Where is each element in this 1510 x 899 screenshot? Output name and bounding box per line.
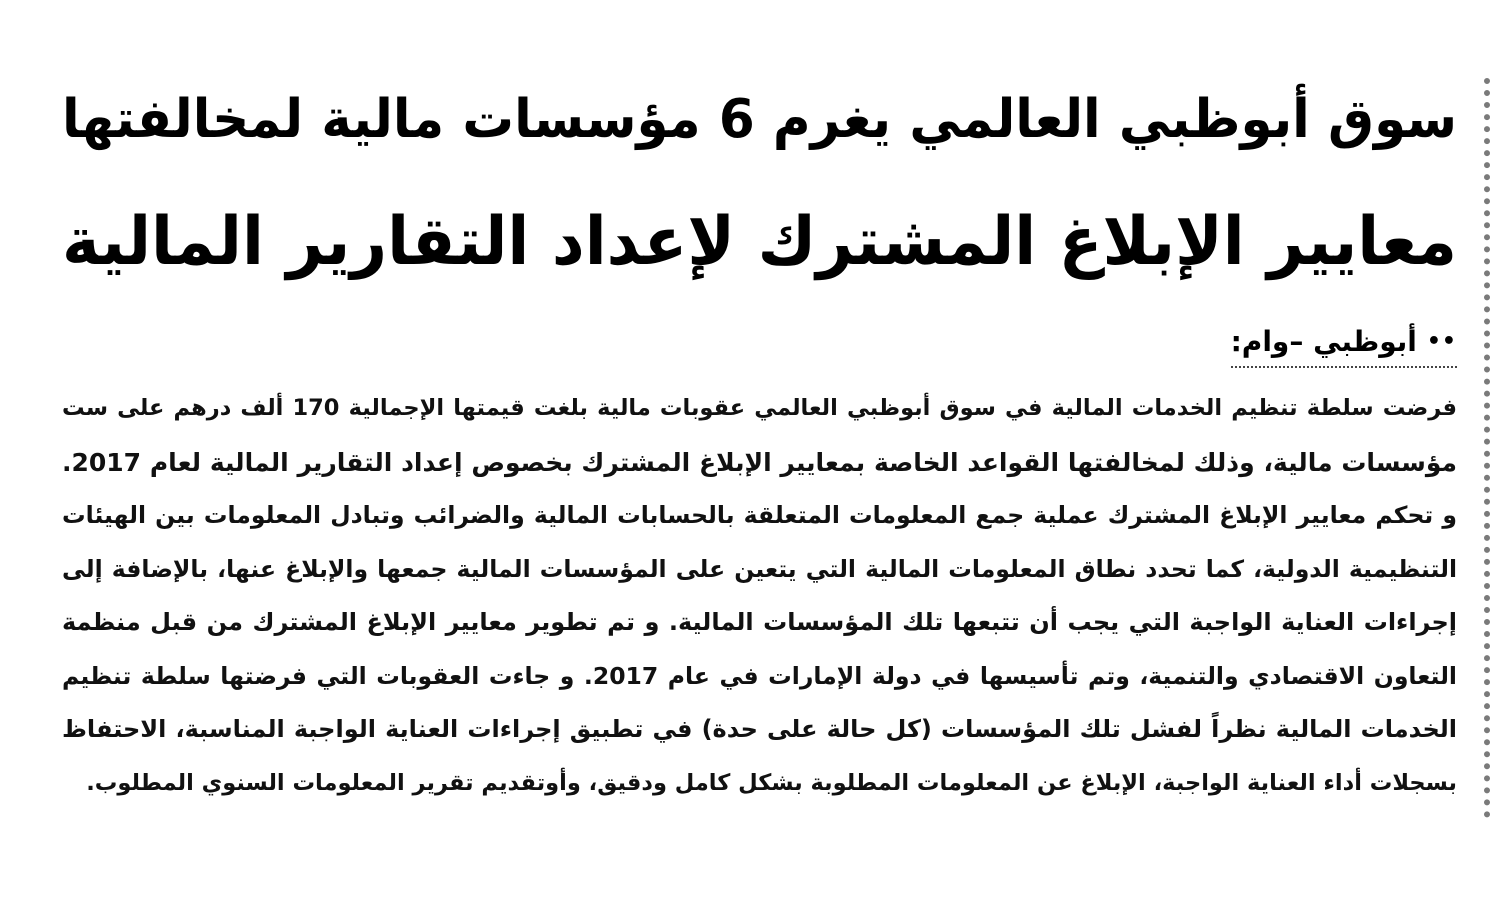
article-body [62, 382, 1457, 810]
headline-line-1: سوق أبوظبي العالمي يغرم 6 مؤسسات مالية لمخالفتها [62, 88, 1457, 151]
body-line-7: الخدمات المالية نظراً لفشل تلك المؤسسات (كل حالة على حدة) في تطبيق إجراءات العناية الواجبة المناسبة، الاحتفاظ [62, 715, 1457, 743]
headline [62, 58, 1457, 303]
body-line-1: فرضت سلطة تنظيم الخدمات المالية في سوق أبوظبي العالمي عقوبات مالية بلغت قيمتها الإجمالية 170 ألف درهم على ست [62, 395, 1457, 421]
dateline-box [1231, 322, 1457, 368]
dateline-bullets: •• [1426, 329, 1457, 354]
body-line-4: التنظيمية الدولية، كما تحدد نطاق المعلومات المالية التي يتعين على المؤسسات المالية جمعها والإبلاغ عنها، بالإضافة إلى [62, 554, 1457, 583]
dateline [62, 322, 1457, 368]
column-divider [1484, 78, 1490, 818]
body-line-8: بسجلات أداء العناية الواجبة، الإبلاغ عن المعلومات المطلوبة بشكل كامل ودقيق، وأوتقديم تقرير المعلومات السنوي المطلوب. [86, 769, 1457, 796]
dateline-text: أبوظبي –وام: [1230, 325, 1417, 358]
body-line-6: التعاون الاقتصادي والتنمية، وتم تأسيسها في دولة الإمارات في عام 2017. و جاءت العقوبات التي فرضتها سلطة تنظيم [62, 661, 1457, 690]
article [62, 58, 1457, 810]
body-line-2: مؤسسات مالية، وذلك لمخالفتها القواعد الخاصة بمعايير الإبلاغ المشترك بخصوص إعداد التقارير المالية لعام 2017. [62, 447, 1457, 477]
headline-line-2: معايير الإبلاغ المشترك لإعداد التقارير المالية [62, 203, 1457, 281]
body-line-5: إجراءات العناية الواجبة التي يجب أن تتبعها تلك المؤسسات المالية. و تم تطوير معايير الإبلاغ المشترك من قبل منظمة [62, 608, 1457, 636]
body-line-3: و تحكم معايير الإبلاغ المشترك عملية جمع المعلومات المتعلقة بالحسابات المالية والضرائب وتبادل المعلومات بين الهيئات [62, 501, 1457, 529]
